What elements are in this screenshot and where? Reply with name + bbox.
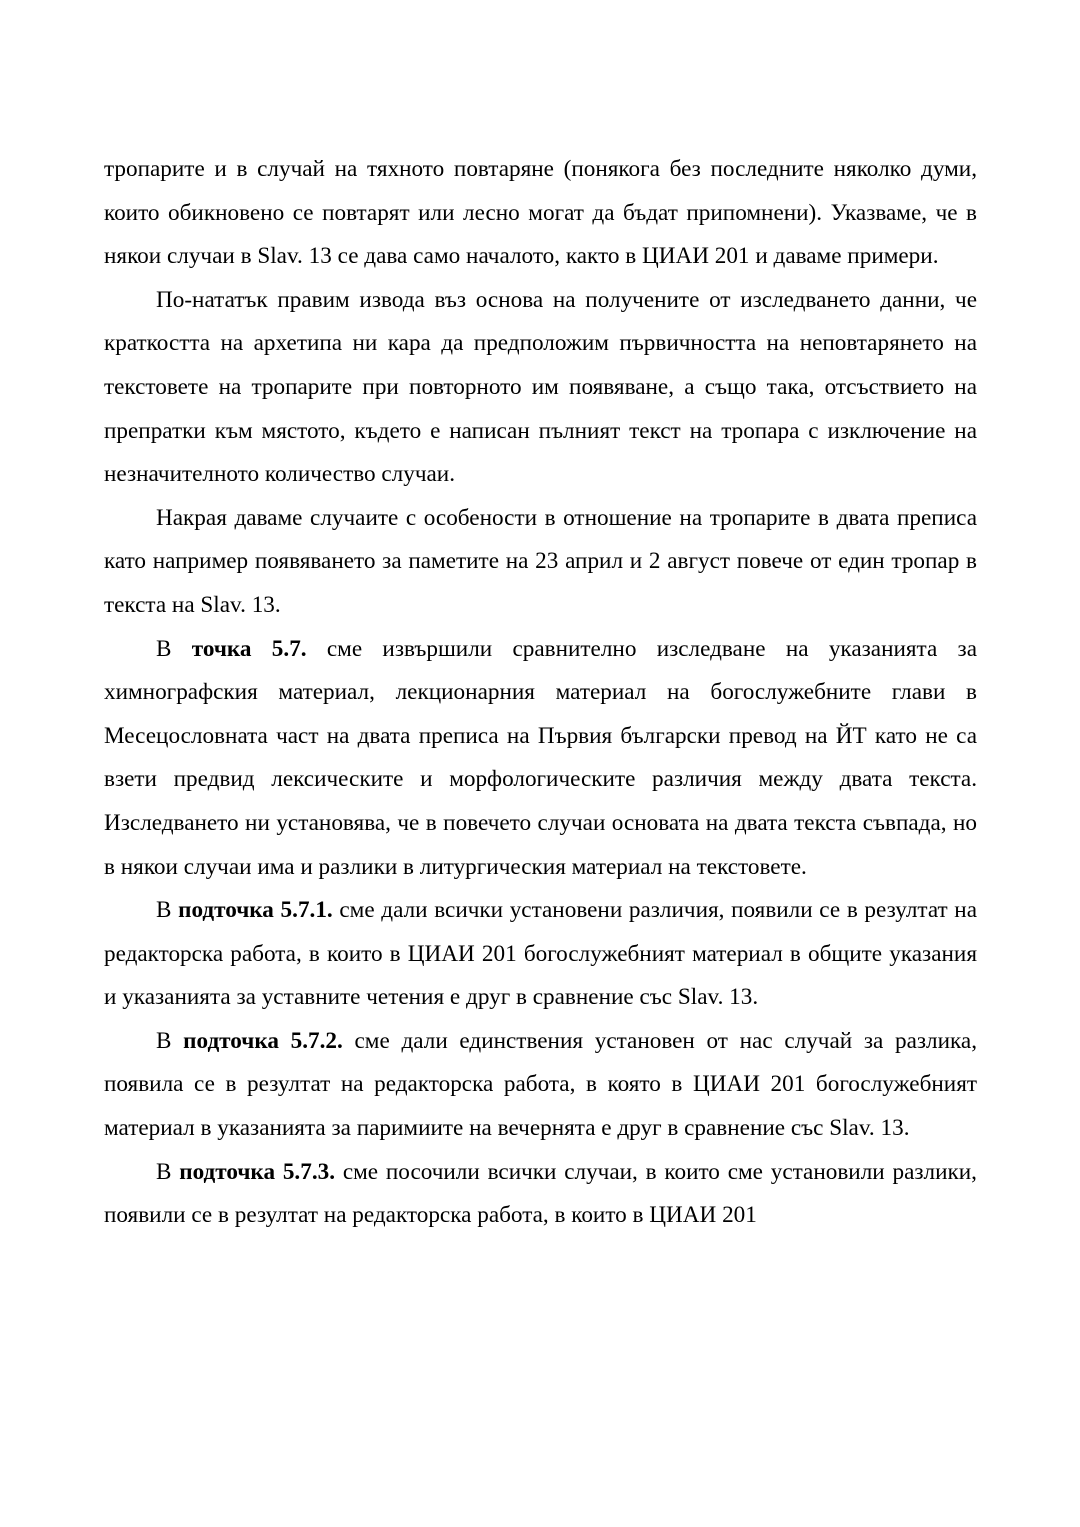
section-ref-5-7-1: подточка 5.7.1.: [178, 897, 333, 924]
paragraph-2-text: По-нататък правим извода въз основа на получените от изследването данни, че краткостта на архетипа ни кара да предположим първичността на неповтарянето на текстовете на тропарите при повторното им появяване, а също така, отсъствието на препратки към мястото, където е написан пълният текст на тропара с изключение на незначителното количество случаи.: [104, 286, 977, 488]
section-ref-5-7: точка 5.7.: [191, 635, 307, 662]
section-ref-5-7-3: подточка 5.7.3.: [179, 1158, 336, 1185]
paragraph-7-text: сме посочили всички случаи, в които сме установили разлики, появили се в резултат на редакторска работа, в които в ЦИАИ 201: [104, 1158, 977, 1229]
paragraph-6: [104, 1020, 977, 1151]
paragraph-6-text: сме дали единствения установен от нас случай за разлика, появила се в резултат на редакторска работа, в която в ЦИАИ 201 богослужебният материал в указанията за паримиите на вечернята е друг в сравнение със Slav. 13.: [104, 1027, 978, 1142]
paragraph-5: [104, 889, 977, 1020]
paragraph-1-text: тропарите и в случай на тяхното повтаряне (понякога без последните няколко думи, които обикновено се повтарят или лесно могат да бъдат припомнени). Указваме, че в някои случаи в Slav. 13 се дава само началото, както в ЦИАИ 201 и даваме примери.: [104, 156, 977, 270]
paragraph-7: [104, 1151, 977, 1238]
paragraph-4: [104, 628, 977, 890]
paragraph-3: [104, 497, 977, 628]
paragraph-3-text: Накрая даваме случаите с особености в отношение на тропарите в двата преписа като например появяването за паметите на 23 април и 2 август повече от един тропар в текста на Slav. 13.: [104, 504, 977, 618]
paragraph-6-prefix: В: [156, 1027, 184, 1054]
paragraph-2: [104, 279, 977, 497]
document-page: [104, 148, 977, 1238]
paragraph-4-text: сме извършили сравнително изследване на указанията за химнографския материал, лекционарния материал на богослужебните глави в Месецословната част на двата преписа на Първия български превод на ЙТ като не са взети предвид лексическите и морфологическите различия между двата текста. Изследването ни установява, че в повечето случаи основата на двата текста съвпада, но в някои случаи има и разлики в литургическия материал на текстовете.: [104, 635, 977, 880]
paragraph-1: [104, 148, 977, 279]
paragraph-4-prefix: В: [156, 635, 192, 662]
paragraph-5-text: сме дали всички установени различия, появили се в резултат на редакторска работа, в които в ЦИАИ 201 богослужебният материал в общите указания и указанията за уставните четения е друг в сравнение със Slav. 13.: [104, 897, 978, 1011]
section-ref-5-7-2: подточка 5.7.2.: [183, 1027, 343, 1054]
paragraph-5-prefix: В: [156, 897, 179, 924]
paragraph-7-prefix: В: [156, 1158, 180, 1185]
